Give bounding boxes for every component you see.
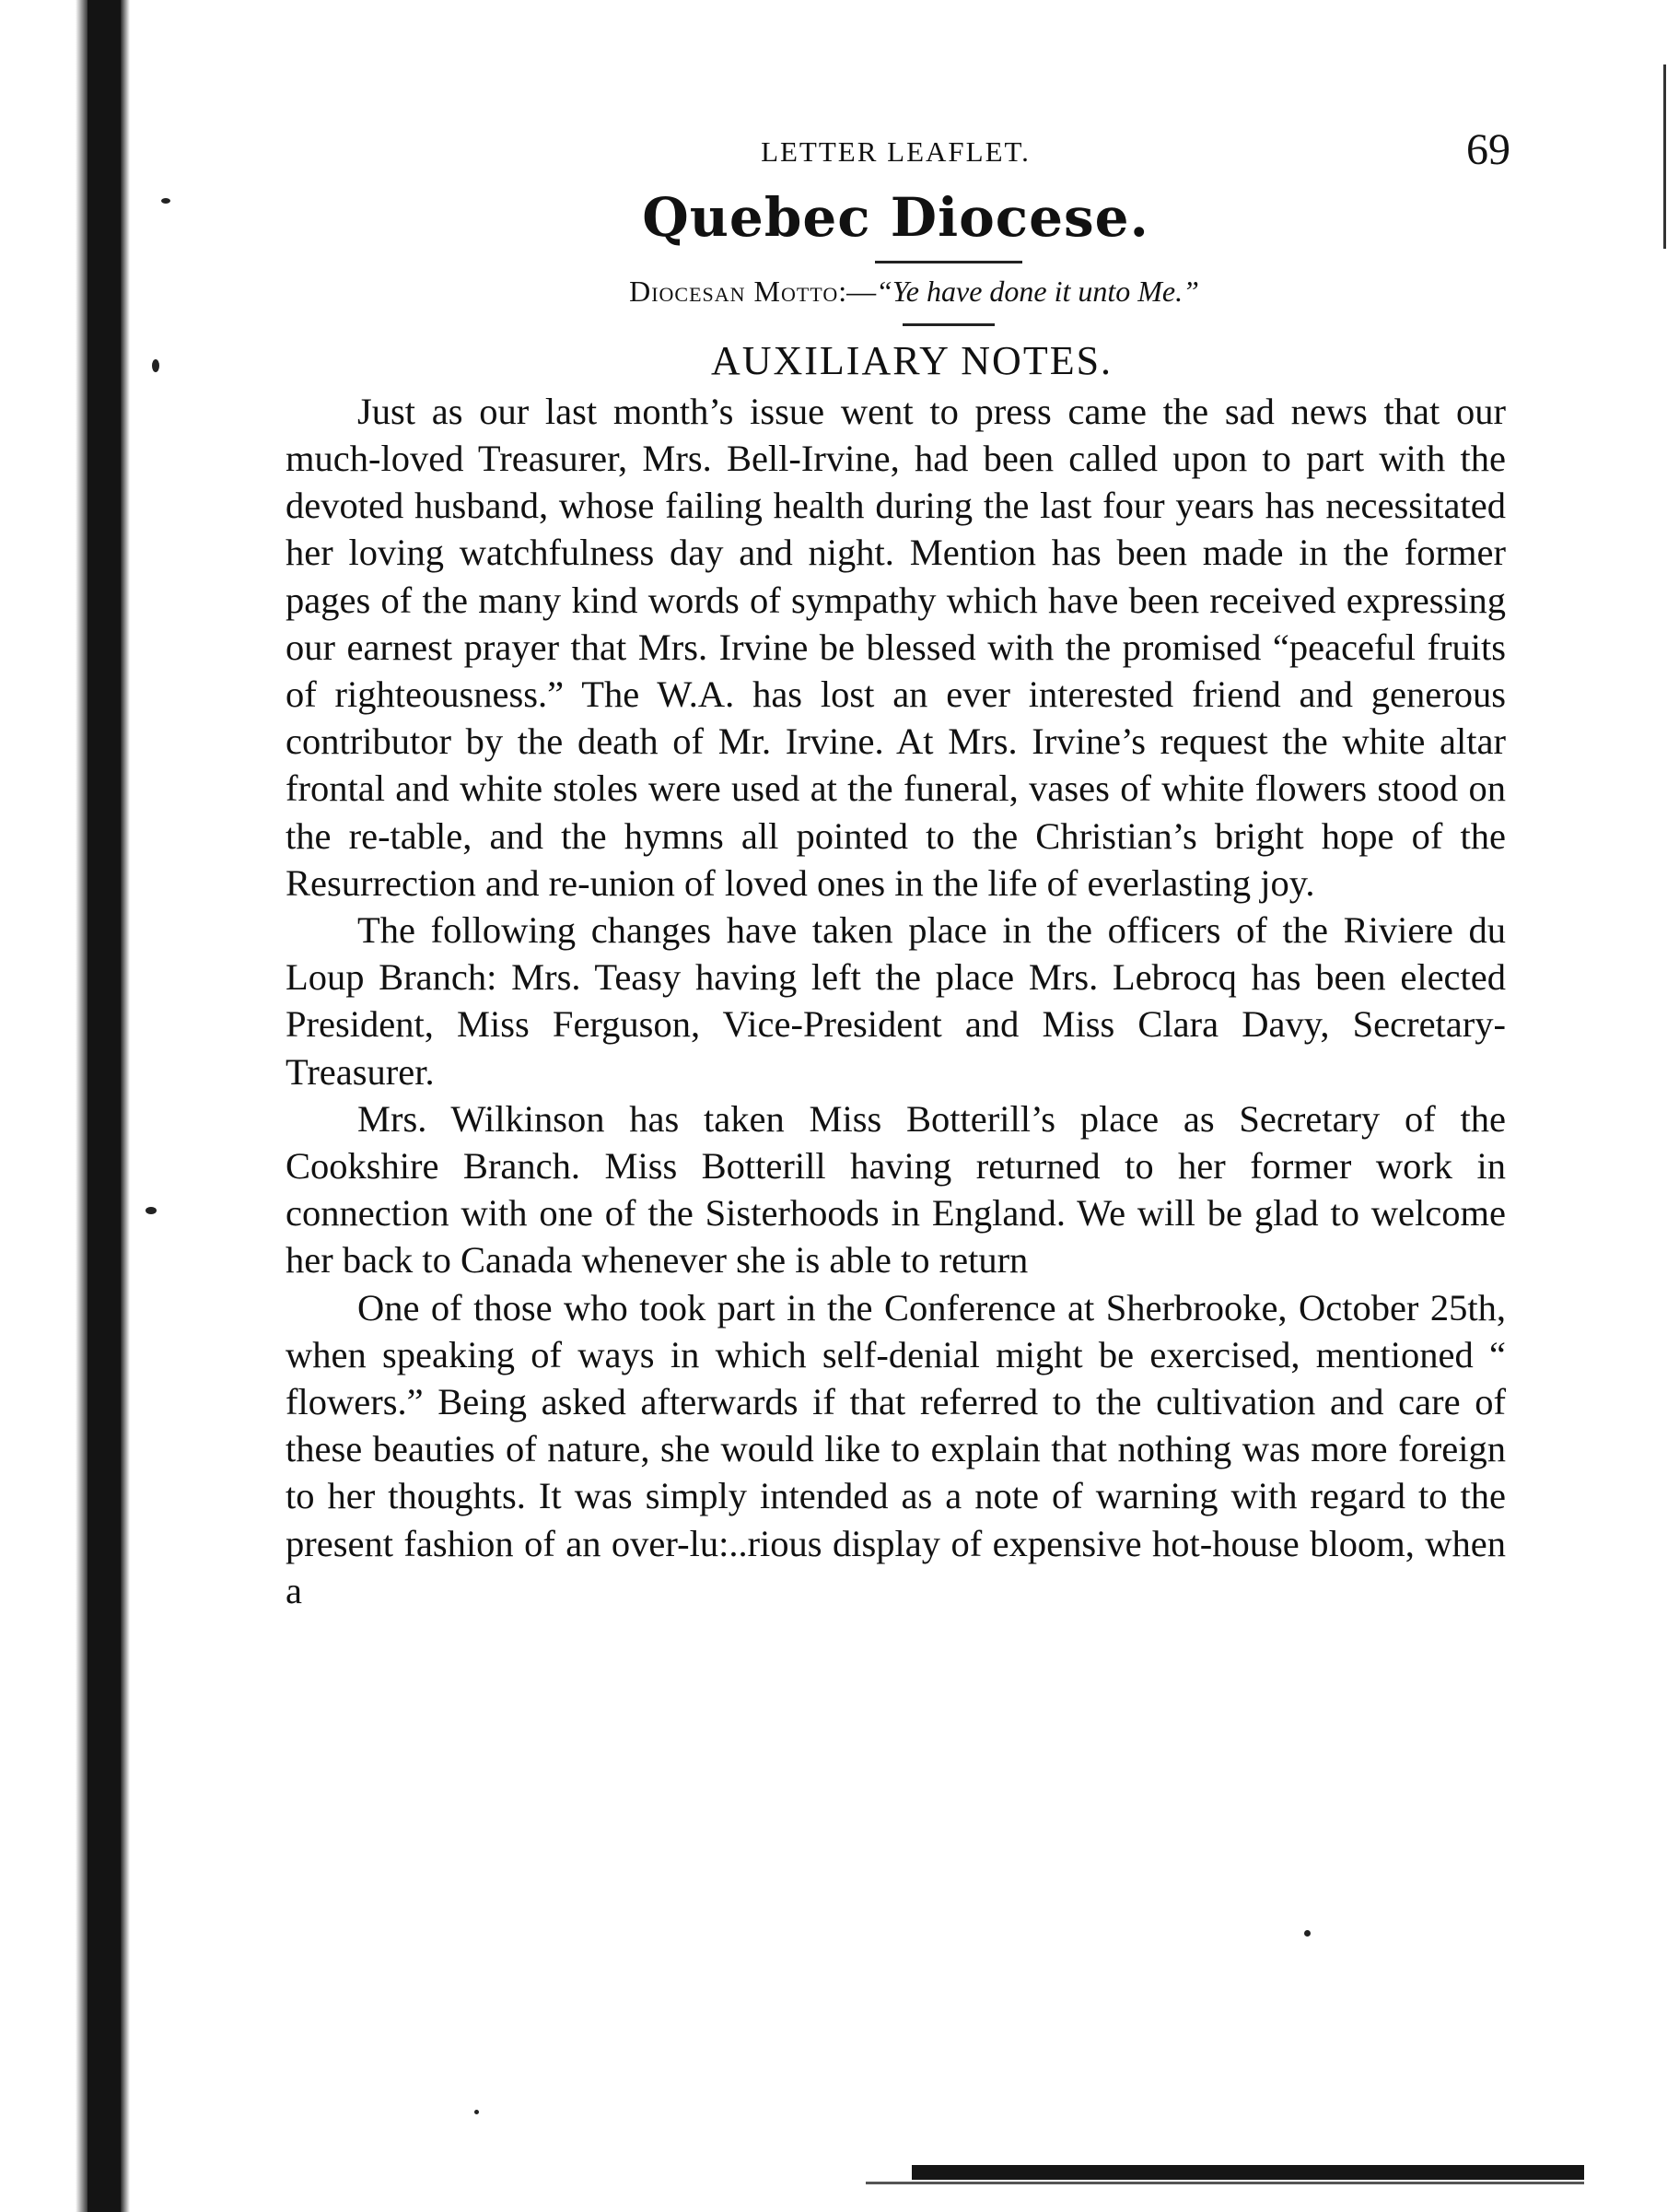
diocese-title: Quebec Diocese. [642, 186, 1149, 249]
running-title: LETTER LEAFLET. [761, 135, 1031, 168]
paragraph-riviere-du-loup: The following changes have taken place in the officers of the Riviere du Loup Branch: Mrs. Teasy having left the place Mrs. Lebrocq has been elected President, Miss Ferguson, Vice-President and Miss Clara Davy, Secretary-Treasurer. [286, 909, 1506, 1093]
binding-edge [121, 0, 130, 2212]
motto-label: Diocesan Motto [629, 274, 839, 308]
title-rule [875, 261, 1022, 263]
bottom-scan-line [866, 2182, 1584, 2184]
article-body [286, 388, 1506, 1614]
binding-shadow [76, 0, 87, 2212]
page-number: 69 [1466, 125, 1510, 174]
binding-gutter [87, 0, 121, 2212]
scan-speck [152, 359, 159, 372]
section-title: AUXILIARY NOTES. [710, 337, 1114, 383]
bottom-scan-bar [912, 2165, 1584, 2180]
scan-edge-mark [1663, 64, 1666, 249]
motto-quote: “Ye have done it unto Me.” [876, 274, 1199, 308]
scan-speck [161, 198, 170, 204]
running-head [286, 124, 1510, 181]
scan-speck [1304, 1930, 1311, 1937]
scan-speck [474, 2110, 479, 2114]
motto-rule [903, 323, 995, 326]
leaflet-page [286, 124, 1510, 1614]
paragraph-cookshire: Mrs. Wilkinson has taken Miss Botterill’s place as Secretary of the Cookshire Branch. Miss Botterill having returned to her former work in connection with one of the Sisterhoods in England. We will be glad to welcome her back to Canada whenever she is able to return [286, 1097, 1506, 1282]
diocesan-motto [322, 275, 1506, 309]
paragraph-treasurer-news: Just as our last month’s issue went to press came the sad news that our much-loved Treasurer, Mrs. Bell-Irvine, had been called upon to part with the devoted husband, whose failing health during the last four years has necessitated her loving watchfulness day and night. Mention has been made in the former pages of the many kind words of sympathy which have been received expressing our earnest prayer that Mrs. Irvine be blessed with the promised “peaceful fruits of righteousness.” The W.A. has lost an ever interested friend and generous contributor by the death of Mr. Irvine. At Mrs. Irvine’s request the white altar frontal and white stoles were used at the funeral, vases of white flowers stood on the re-table, and the hymns all pointed to the Christian’s bright hope of the Resurrection and re-union of loved ones in the life of everlasting joy. [286, 390, 1506, 904]
scan-speck [146, 1207, 157, 1214]
paragraph-sherbrooke-conference: One of those who took part in the Conference at Sherbrooke, October 25th, when speaking of ways in which self-denial might be exercised, mentioned “ flowers.” Being asked afterwards if that referred to the cultivation and care of these beauties of nature, she would like to explain that nothing was more foreign to her thoughts. It was simply intended as a note of warning with regard to the present fashion of an over-lu:..rious display of expensive hot-house bloom, when a [286, 1286, 1506, 1611]
motto-separator: :— [838, 274, 877, 308]
